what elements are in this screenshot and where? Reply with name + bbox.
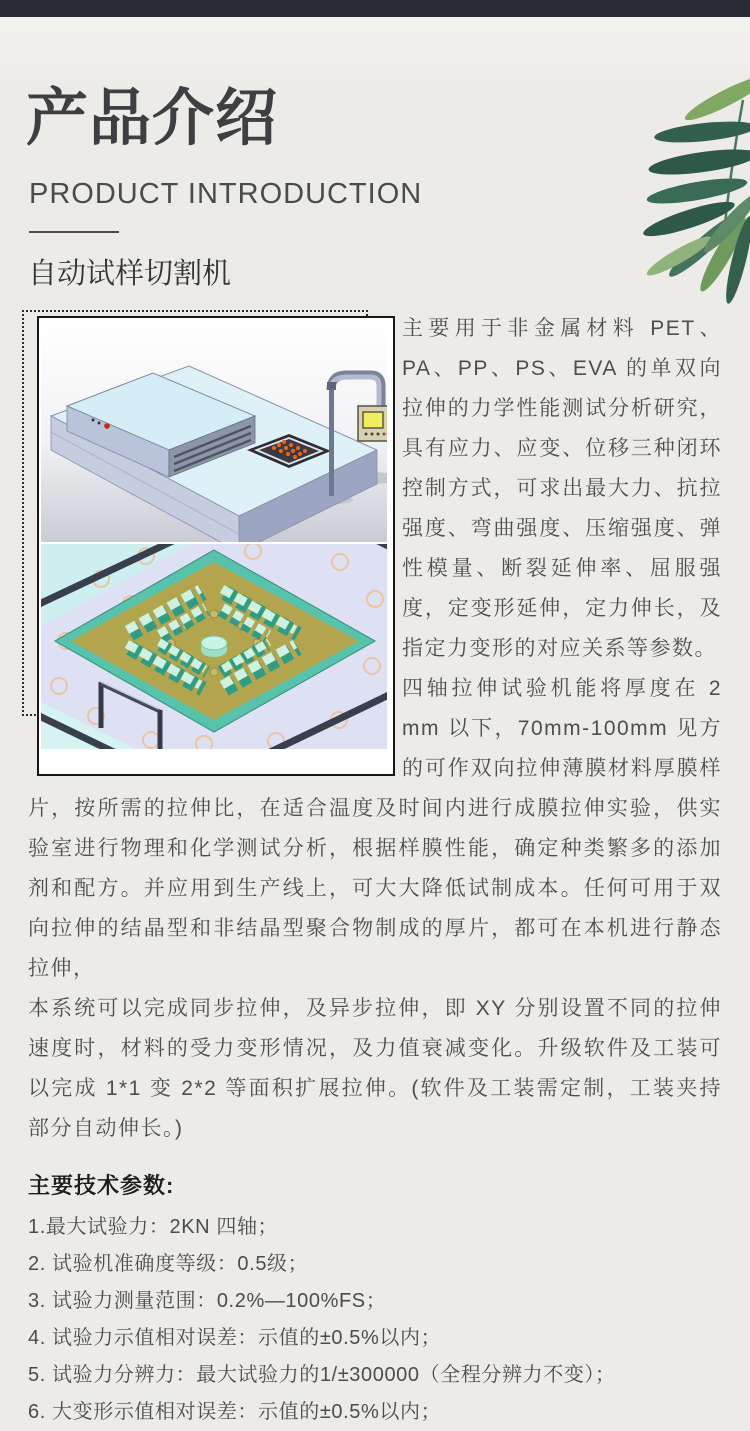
spec-item: 6. 大变形示值相对误差：示值的±0.5%以内； xyxy=(28,1401,442,1423)
spec-item: 1.最大试验力：2KN 四轴； xyxy=(28,1216,279,1238)
description-paragraph: 四轴拉伸试验机能将厚度在 2 mm 以下，70mm-100mm 见方的可作双向拉伸薄膜材料厚膜样片，按所需的拉伸比，在适合温度及时间内进行成膜拉伸实验，供实验室进行物理和化学测试分析，根据样膜性能，确定种类繁多的添加剂和配方。并应用到生产线上，可大大降低试制成本。任何可用于双向拉伸的结晶型和非结晶型聚合物制成的厚片，都可在本机进行静态拉伸， xyxy=(28,677,722,980)
specs-heading: 主要技术参数: xyxy=(28,1173,175,1198)
fixture-top-view-image xyxy=(41,544,387,749)
spec-item: 5. 试验力分辨力：最大试验力的1/±300000（全程分辨力不变）； xyxy=(28,1364,616,1386)
product-description-section xyxy=(28,309,722,1431)
description-paragraph: 主要用于非金属材料 PET、PA、PP、PS、EVA 的单双向拉伸的力学性能测试分析研究，具有应力、应变、位移三种闭环控制方式，可求出最大力、抗拉强度、弯曲强度、压缩强度、弹性模量、断裂延伸率、屈服强度，定变形延伸，定力伸长，及指定力变形的对应关系等参数。 xyxy=(402,317,722,660)
page-subtitle: PRODUCT INTRODUCTION xyxy=(29,178,423,210)
machine-3d-render-image xyxy=(41,320,387,542)
product-figures xyxy=(28,309,395,787)
title-divider xyxy=(29,231,119,233)
spec-item: 2. 试验机准确度等级：0.5级； xyxy=(28,1253,309,1275)
spec-item: 3. 试验力测量范围：0.2%—100%FS； xyxy=(28,1290,387,1312)
specs-section xyxy=(28,1171,722,1431)
product-name-heading: 自动试样切割机 xyxy=(28,258,232,290)
page-header xyxy=(0,0,750,289)
spec-item: 4. 试验力示值相对误差：示值的±0.5%以内； xyxy=(28,1327,442,1349)
product-image-panel xyxy=(37,316,395,776)
page-title: 产品介绍 xyxy=(26,84,279,153)
description-paragraph: 本系统可以完成同步拉伸，及异步拉伸，即 XY 分别设置不同的拉伸速度时，材料的受力变形情况，及力值衰减变化。升级软件及工装可以完成 1*1 变 2*2 等面积扩展拉伸。(软件及工装需定制，工装夹持部分自动伸长。) xyxy=(28,997,722,1140)
specs-list xyxy=(28,1209,722,1431)
